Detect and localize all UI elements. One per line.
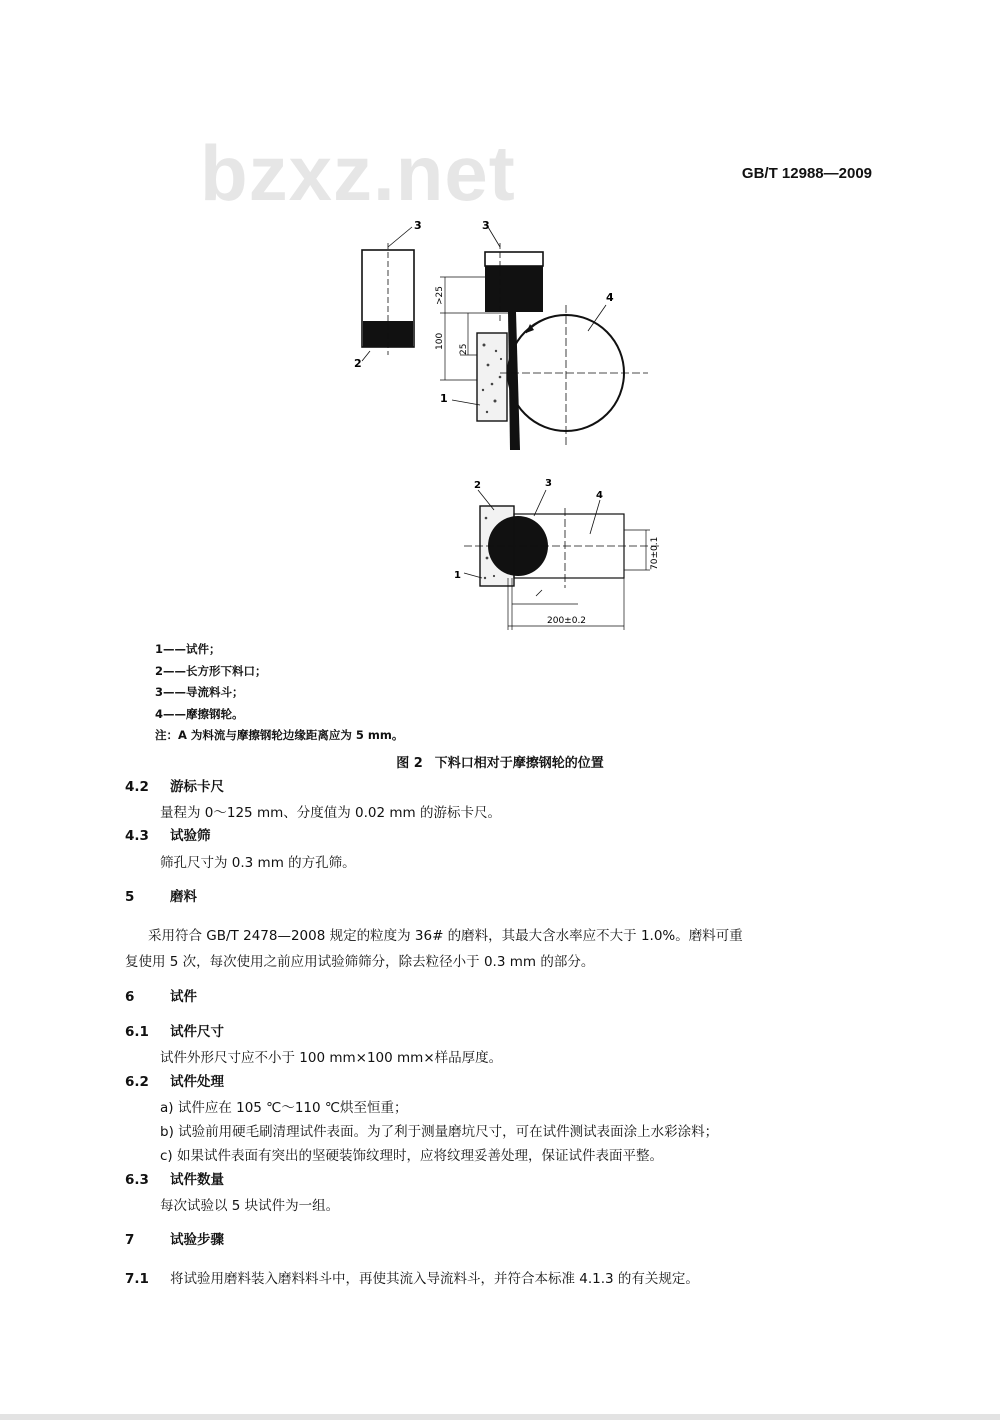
caption-title: 下料口相对于摩擦钢轮的位置 [434,756,604,771]
para-6-3: 每次试验以 5 块试件为一组。 [160,1198,340,1214]
heading-4-2: 4.2 游标卡尺 [125,779,224,795]
para-7-1 [125,1267,699,1287]
figure-caption [0,752,1000,771]
para-5-line2: 复使用 5 次，每次使用之前应用试验筛筛分，除去粒径小于 0.3 mm 的部分。 [125,954,595,970]
figure-legend [155,639,403,747]
legend-item: 4——摩擦钢轮。 [155,706,244,721]
heading-5: 5 磨料 [125,889,197,905]
label-top-0: 3 [414,219,422,232]
dim-top-0: >25 [435,286,445,305]
watermark: bzxz.net [200,129,516,217]
para-4-2: 量程为 0～125 mm、分度值为 0.02 mm 的游标卡尺。 [160,805,501,821]
label-top-2: 4 [606,291,614,304]
label-bottom-3: 1 [454,570,461,581]
heading-6-3: 6.3 试件数量 [125,1172,224,1188]
bottom-edge [0,1414,1000,1420]
para-7-1-text: 将试验用磨料装入磨料料斗中，再使其流入导流料斗，并符合本标准 4.1.3 的有关规定。 [170,1271,699,1287]
legend-item: 2——长方形下料口； [155,663,267,678]
list-item-a: a) 试件应在 105 ℃～110 ℃烘至恒重； [160,1100,408,1116]
heading-6: 6 试件 [125,989,197,1005]
heading-4-3: 4.3 试验筛 [125,828,211,844]
figure-bottom [450,478,670,642]
figure-top [340,205,660,469]
heading-7: 7 试验步骤 [125,1232,224,1248]
list-item-c: c) 如果试件表面有突出的坚硬装饰纹理时，应将纹理妥善处理，保证试件表面平整。 [160,1148,663,1164]
figure-top-drawing [340,205,660,465]
caption-label: 图 2 [396,756,423,771]
legend-item: 1——试件； [155,642,221,656]
standard-number: GB/T 12988—2009 [741,165,872,182]
para-6-1: 试件外形尺寸应不小于 100 mm×100 mm×样品厚度。 [160,1050,503,1066]
dim-top-2: 25 [459,343,469,355]
figure-bottom-drawing [450,478,670,638]
dim-bottom-1: 200±0.2 [547,616,587,626]
heading-6-2: 6.2 试件处理 [125,1074,224,1090]
label-bottom-2: 4 [596,490,603,501]
dim-top-1: 100 [435,332,445,350]
dim-bottom-0: 70±0.1 [650,536,660,570]
legend-note: 注：A 为料流与摩擦钢轮边缘距离应为 5 mm。 [155,728,404,742]
para-4-3: 筛孔尺寸为 0.3 mm 的方孔筛。 [160,855,356,871]
para-7-1-num: 7.1 [125,1271,149,1287]
para-5-line1: 采用符合 GB/T 2478—2008 规定的粒度为 36# 的磨料，其最大含水率应不大于 1.0%。磨料可重 [148,928,743,944]
legend-item: 3——导流料斗； [155,685,244,699]
label-top-1: 3 [482,219,490,232]
label-top-3: 2 [354,357,362,370]
label-bottom-1: 3 [545,478,552,489]
heading-6-1: 6.1 试件尺寸 [125,1024,224,1040]
list-item-b: b) 试验前用硬毛刷清理试件表面。为了利于测量磨坑尺寸，可在试件测试表面涂上水彩涂料； [160,1124,719,1140]
label-bottom-0: 2 [474,480,481,491]
label-top-4: 1 [440,392,448,405]
